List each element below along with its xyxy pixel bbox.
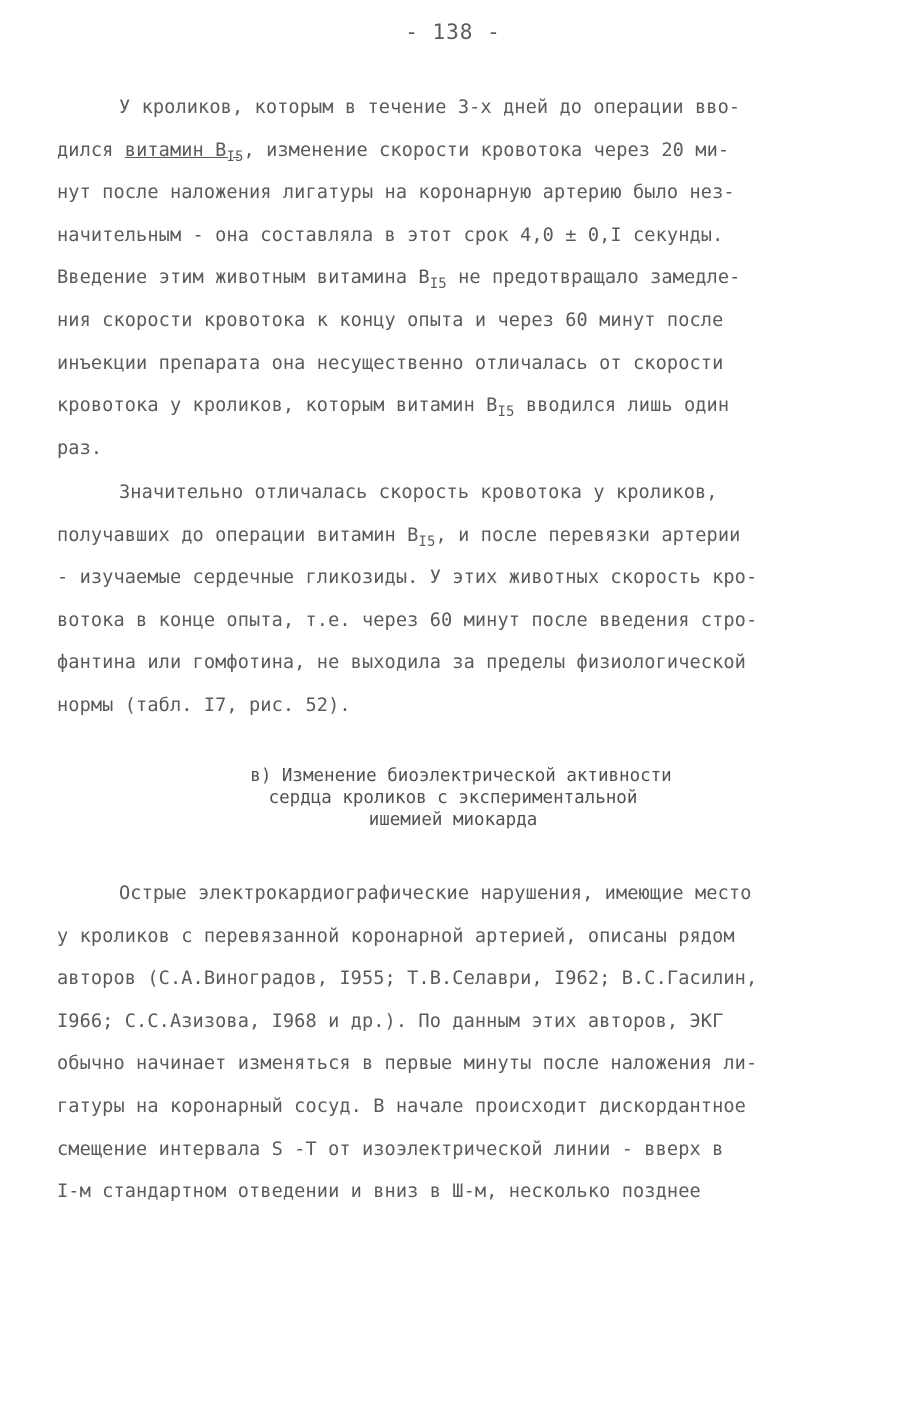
text-span: не предотвращало замедле- <box>446 267 741 289</box>
text-line: I966; С.С.Азизова, I968 и др.). По данным этих авторов, ЭКГ <box>57 1010 724 1032</box>
text-line: авторов (С.А.Виноградов, I955; Т.В.Селаври, I962; В.С.Гасилин, <box>57 968 758 990</box>
heading-line: ишемией миокарда <box>368 810 538 830</box>
text-line: начительным - она составляла в этот срок 4,0 ± 0,I секунды. <box>57 224 724 246</box>
text-line: У кроликов, которым в течение 3-х дней до операции вво- <box>119 97 741 118</box>
page-number: - 138 - <box>405 20 501 44</box>
subscript: I5 <box>429 276 447 293</box>
subscript: I5 <box>418 533 436 550</box>
heading-line: в) Изменение биоэлектрической активности <box>250 766 672 786</box>
text-line <box>57 515 857 558</box>
text-span: Введение этим животным витамина В <box>57 267 430 289</box>
text-line: Значительно отличалась скорость кровотока у кроликов, <box>119 482 718 503</box>
text-line: - изучаемые сердечные гликозиды. У этих животных скорость кро- <box>57 567 758 589</box>
heading-line: сердца кроликов с экспериментальной <box>268 788 638 808</box>
text-span: дился <box>57 139 125 161</box>
text-line: Острые электрокардиографические нарушения, имеющие место <box>119 883 752 904</box>
text-span: , изменение скорости кровотока через 20 ми- <box>243 139 730 161</box>
text-line: вотока в конце опыта, т.е. через 60 минут после введения стро- <box>57 609 758 631</box>
text-line: нут после наложения лигатуры на коронарную артерию было нез- <box>57 182 735 204</box>
text-span: витамин В <box>124 139 227 161</box>
text-line: у кроликов с перевязанной коронарной артерией, описаны рядом <box>57 925 735 947</box>
text-line: I-м стандартном отведении и вниз в Ш-м, несколько позднее <box>57 1181 701 1203</box>
text-line: раз. <box>57 437 103 459</box>
underlined-term <box>124 139 244 165</box>
text-span: вводился лишь один <box>514 395 730 417</box>
section-heading <box>0 766 906 832</box>
text-line <box>57 385 857 428</box>
paragraph-vitamin-b15-single <box>57 87 857 470</box>
paragraph-ecg-changes <box>57 873 857 1214</box>
subscript: I5 <box>226 148 244 165</box>
paragraph-cardiac-glycosides <box>57 472 857 728</box>
text-line: смещение интервала S -Т от изоэлектрической линии - вверх в <box>57 1138 724 1160</box>
text-line <box>57 257 857 300</box>
text-span: , и после перевязки артерии <box>435 524 741 546</box>
text-line: фантина или гомфотина, не выходила за пределы физиологической <box>57 652 746 674</box>
text-line: нормы (табл. I7, рис. 52). <box>57 694 351 716</box>
text-line: обычно начинает изменяться в первые минуты после наложения ли- <box>57 1053 758 1075</box>
text-line <box>57 130 857 173</box>
text-line: инъекции препарата она несущественно отличалась от скорости <box>57 352 724 374</box>
text-span: получавших до операции витамин В <box>57 524 419 546</box>
subscript: I5 <box>497 404 515 421</box>
text-line: гатуры на коронарный сосуд. В начале происходит дискордантное <box>57 1095 746 1117</box>
text-span: кровотока у кроликов, которым витамин В <box>57 395 498 417</box>
text-line: ния скорости кровотока к концу опыта и через 60 минут после <box>57 309 724 331</box>
